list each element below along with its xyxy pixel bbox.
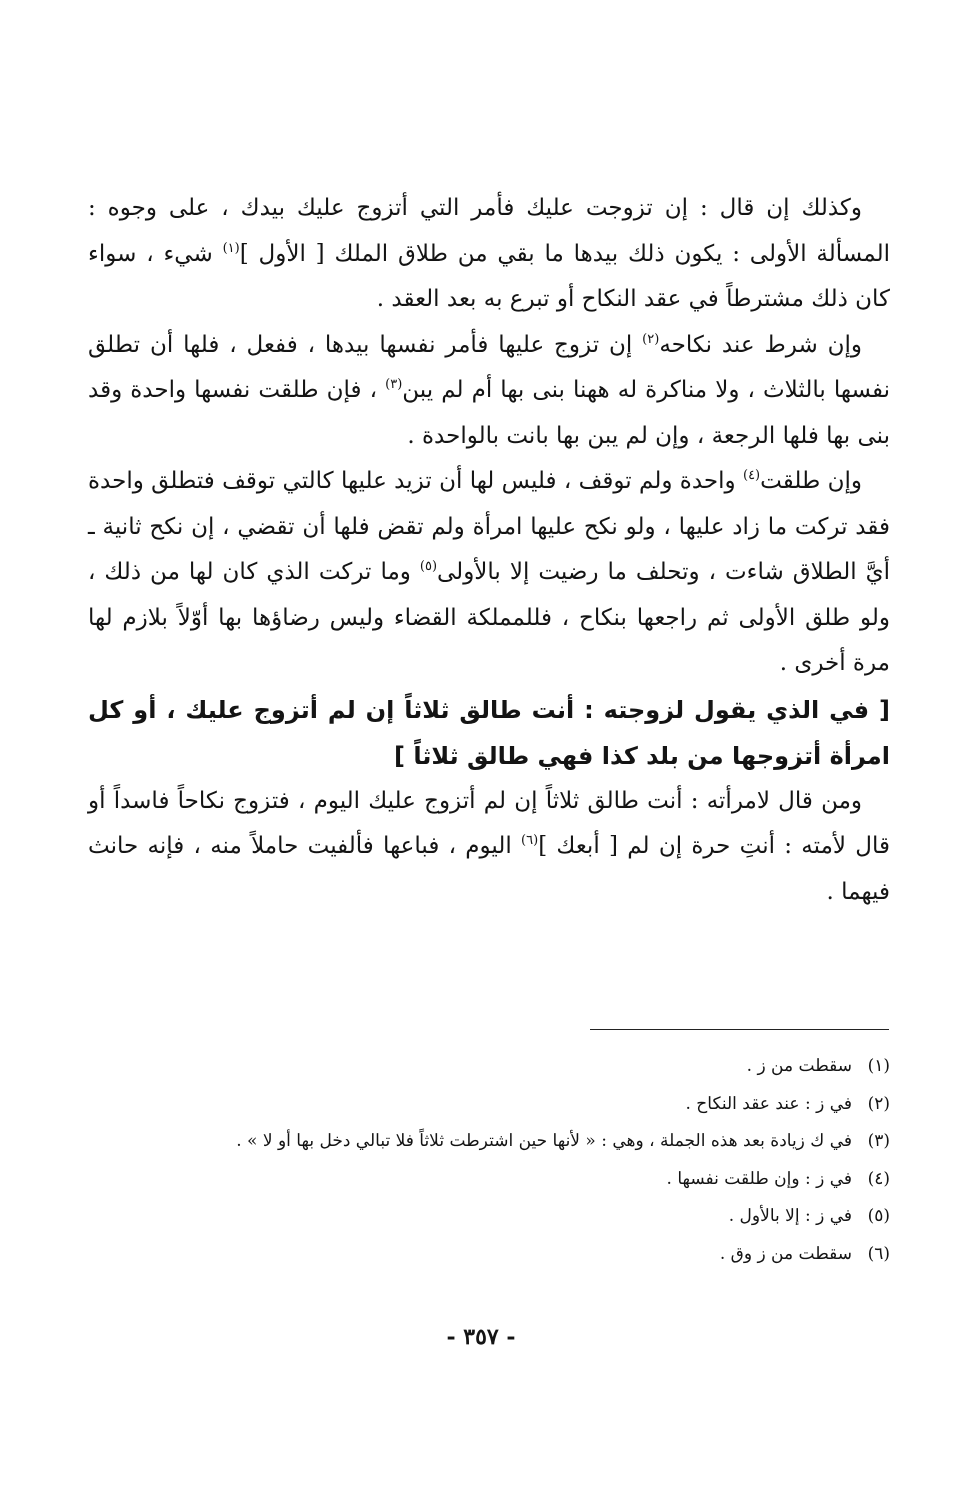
page-number: - ٣٥٧ - (446, 1324, 516, 1350)
paragraph-1 (88, 186, 890, 323)
footnote-ref[interactable]: (١) (222, 240, 240, 256)
footnote-text: في ز : وإن طلقت نفسها . (666, 1168, 852, 1189)
footnote-ref[interactable]: (٣) (385, 377, 403, 392)
paragraph-text: شيء ، سواء كان ذلك مشترطاً في عقد النكاح أو تبرع به بعد العقد . (88, 240, 890, 312)
footnote-item (88, 1123, 890, 1161)
footnote-number: (٦) (867, 1243, 890, 1264)
paragraph-3 (88, 459, 890, 687)
footnote-text: في ك زيادة بعد هذه الجملة ، وهي : « لأنها حين اشترطت ثلاثاً فلا تبالي دخل بها أو لا » . (236, 1131, 852, 1151)
footnote-text: في ز : إلا بالأول . (728, 1206, 852, 1226)
paragraph-text: وإن طلقت (760, 468, 862, 494)
section-heading: [ في الذي يقول لزوجته : أنت طالق ثلاثاً إن لم أتزوج عليك ، أو كل امرأة أتزوجها من بلد كذا فهي طالق ثلاثاً ] (88, 695, 890, 770)
footnote-number: (٢) (867, 1093, 890, 1114)
footnote-item (88, 1086, 890, 1124)
footnote-ref[interactable]: (٦) (521, 833, 539, 848)
footnote-number: (٤) (867, 1168, 890, 1189)
page-body (88, 186, 890, 915)
paragraph-2 (88, 323, 890, 460)
footnote-item (88, 1236, 890, 1274)
paragraph-4 (88, 779, 890, 916)
footnote-text: سقطت من ز . (746, 1056, 852, 1076)
footnote-divider (590, 1029, 889, 1030)
footnote-text: في ز : عند عقد النكاح . (685, 1093, 852, 1114)
paragraph-text: وما تركت الذي كان لها من ذلك ، ولو طلق الأولى ثم راجعها بنكاح ، فللمملكة القضاء وليس رضاؤها بها أوّلاً بلازم لها مرة أخرى . (88, 559, 890, 676)
footnote-item (88, 1161, 890, 1199)
footnote-ref[interactable]: (٤) (742, 468, 761, 483)
footnote-number: (٣) (867, 1131, 890, 1151)
footnote-item (88, 1198, 890, 1236)
footnote-item (88, 1048, 890, 1086)
paragraph-text: واحدة ولم توقف ، فليس لها أن تزيد عليها كالتي توقف فتطلق واحدة فقد تركت ما زاد عليها ، ولو نكح عليها امرأة ولم تقض فلها أن تقضي ، إن نكح ثانية ـ أيَّ الطلاق شاءت ، وتحلف ما رضيت إلا بالأولى (88, 468, 890, 585)
footnote-ref[interactable]: (٥) (419, 559, 438, 574)
paragraph-text: ومن قال لامرأته : أنت طالق ثلاثاً إن لم أتزوج عليك اليوم ، فتزوج نكاحاً فاسداً أو قال لأمته : أنتِ حرة إن لم [ أبعك ] (88, 787, 890, 859)
paragraph-text: ، فإن طلقت نفسها واحدة وقد بنى بها فلها الرجعة ، وإن لم يبن بها بانت بالواحدة . (88, 377, 890, 449)
paragraph-text: وإن شرط عند نكاحه (659, 331, 862, 358)
footnote-ref[interactable]: (٢) (642, 331, 660, 347)
footnotes (88, 1048, 890, 1273)
footnote-text: سقطت من ز وق . (719, 1243, 852, 1264)
footnote-number: (١) (867, 1056, 890, 1076)
paragraph-text: إن تزوج عليها فأمر نفسها بيدها ، ففعل ، فلها أن تطلق نفسها بالثلاث ، ولا مناكرة له ههنا بنى بها أم لم يبن (88, 331, 890, 403)
paragraph-text: وكذلك إن قال : إن تزوجت عليك فأمر التي أتزوج عليك بيدك ، على وجوه : المسألة الأولى : يكون ذلك بيدها ما بقي من طلاق الملك [ الأول ] (88, 195, 890, 267)
footnote-number: (٥) (867, 1206, 890, 1226)
paragraph-text: اليوم ، فباعها فألفيت حاملاً منه ، فإنه حانث فيهما . (88, 833, 890, 905)
